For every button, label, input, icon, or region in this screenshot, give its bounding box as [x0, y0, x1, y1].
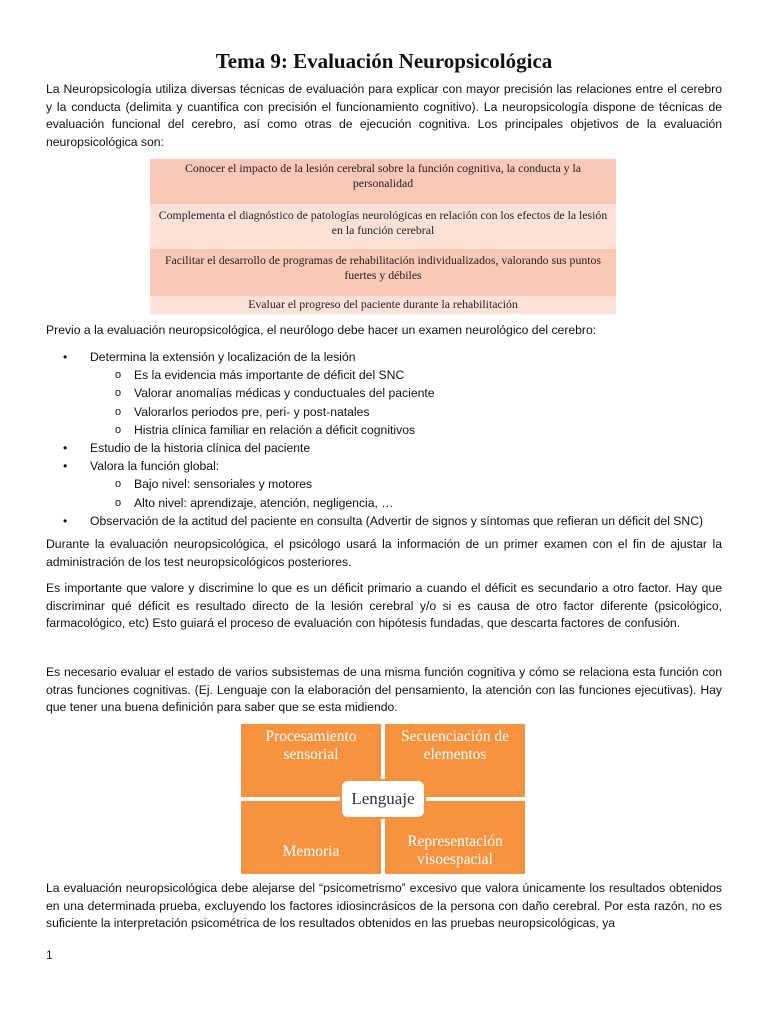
cognitive-functions-diagram	[241, 724, 525, 874]
list-item: • Valora la función global:	[46, 457, 736, 475]
objectives-table	[150, 159, 616, 314]
psychometrism-paragraph: La evaluación neuropsicológica debe alejarse del “psicometrismo” excesivo que valora únicamente los resultados obtenidos en una determinada prueba, excluyendo los factores idiosincrásicos de la persona con daño cerebral. Por esta razón, no es suficiente la interpretación psicométrica de los resultados obtenidos en las pruebas neuropsicológicas, ya	[46, 881, 722, 930]
diagram-cell-memory: Memoria	[241, 801, 381, 874]
diagram-center-language: Lenguaje	[340, 779, 426, 819]
pre-exam-paragraph: Previo a la evaluación neuropsicológica, el neurólogo debe hacer un examen neurológico del cerebro:	[46, 323, 597, 337]
subsystems-paragraph: Es necesario evaluar el estado de varios subsistemas de una misma función cognitiva y cómo se relaciona esta función con otras funciones cognitivas. (Ej. Lenguaje con la elaboración del pensamiento, la atención con las funciones ejecutivas). Hay que tener una buena definición para saber que se esta midiendo.	[46, 665, 722, 714]
page-number: 1	[46, 948, 53, 962]
sub-list-item: o Histria clínica familiar en relación a déficit cognitivos	[46, 421, 736, 439]
neuro-exam-list	[46, 348, 736, 530]
sub-list-item: o Alto nivel: aprendizaje, atención, negligencia, …	[46, 494, 736, 512]
list-item: • Observación de la actitud del paciente en consulta (Advertir de signos y síntomas que refieran un déficit del SNC)	[46, 512, 736, 530]
sub-list-item: o Bajo nivel: sensoriales y motores	[46, 475, 736, 493]
diagram-cell-sensory-processing: Procesamiento sensorial	[241, 724, 381, 797]
page-title: Tema 9: Evaluación Neuropsicológica	[215, 49, 553, 73]
objective-row: Evaluar el progreso del paciente durante la rehabilitación	[150, 296, 616, 314]
list-item: • Estudio de la historia clínica del paciente	[46, 439, 736, 457]
sub-list-item: o Valorar anomalías médicas y conductuales del paciente	[46, 384, 736, 402]
objective-row: Facilitar el desarrollo de programas de rehabilitación individualizados, valorando sus puntos fuertes y débiles	[150, 249, 616, 296]
objective-row: Conocer el impacto de la lesión cerebral sobre la función cognitiva, la conducta y la personalidad	[150, 159, 616, 204]
intro-paragraph: La Neuropsicología utiliza diversas técnicas de evaluación para explicar con mayor precisión las relaciones entre el cerebro y la conducta (delimita y cuantifica con precisión el funcionamiento cognitivo). La neuropsicología dispone de técnicas de evaluación funcional del cerebro, así como otras de ejecución cognitiva. Los principales objetivos de la evaluación neuropsicológica son:	[46, 82, 722, 149]
during-evaluation-paragraph: Durante la evaluación neuropsicológica, el psicólogo usará la información de un primer examen con el fin de ajustar la administración de los test neuropsicológicos posteriores.	[46, 537, 722, 569]
diagram-cell-visuospatial: Representación visoespacial	[385, 801, 525, 874]
diagram-cell-sequencing: Secuenciación de elementos	[385, 724, 525, 797]
primary-deficit-paragraph: Es importante que valore y discrimine lo que es un déficit primario a cuando el déficit es secundario a otro factor. Hay que discriminar qué déficit es resultado directo de la lesión cerebral y/o si es causa de otro factor diferente (psicológico, farmacológico, etc) Esto guiará el proceso de evaluación con hipótesis fundadas, que descarta factores de confusión.	[46, 581, 722, 630]
sub-list-item: o Valorarlos periodos pre, peri- y post-natales	[46, 403, 736, 421]
sub-list-item: o Es la evidencia más importante de déficit del SNC	[46, 366, 736, 384]
list-item: • Determina la extensión y localización de la lesión	[46, 348, 736, 366]
objective-row: Complementa el diagnóstico de patologías neurológicas en relación con los efectos de la lesión en la función cerebral	[150, 204, 616, 249]
